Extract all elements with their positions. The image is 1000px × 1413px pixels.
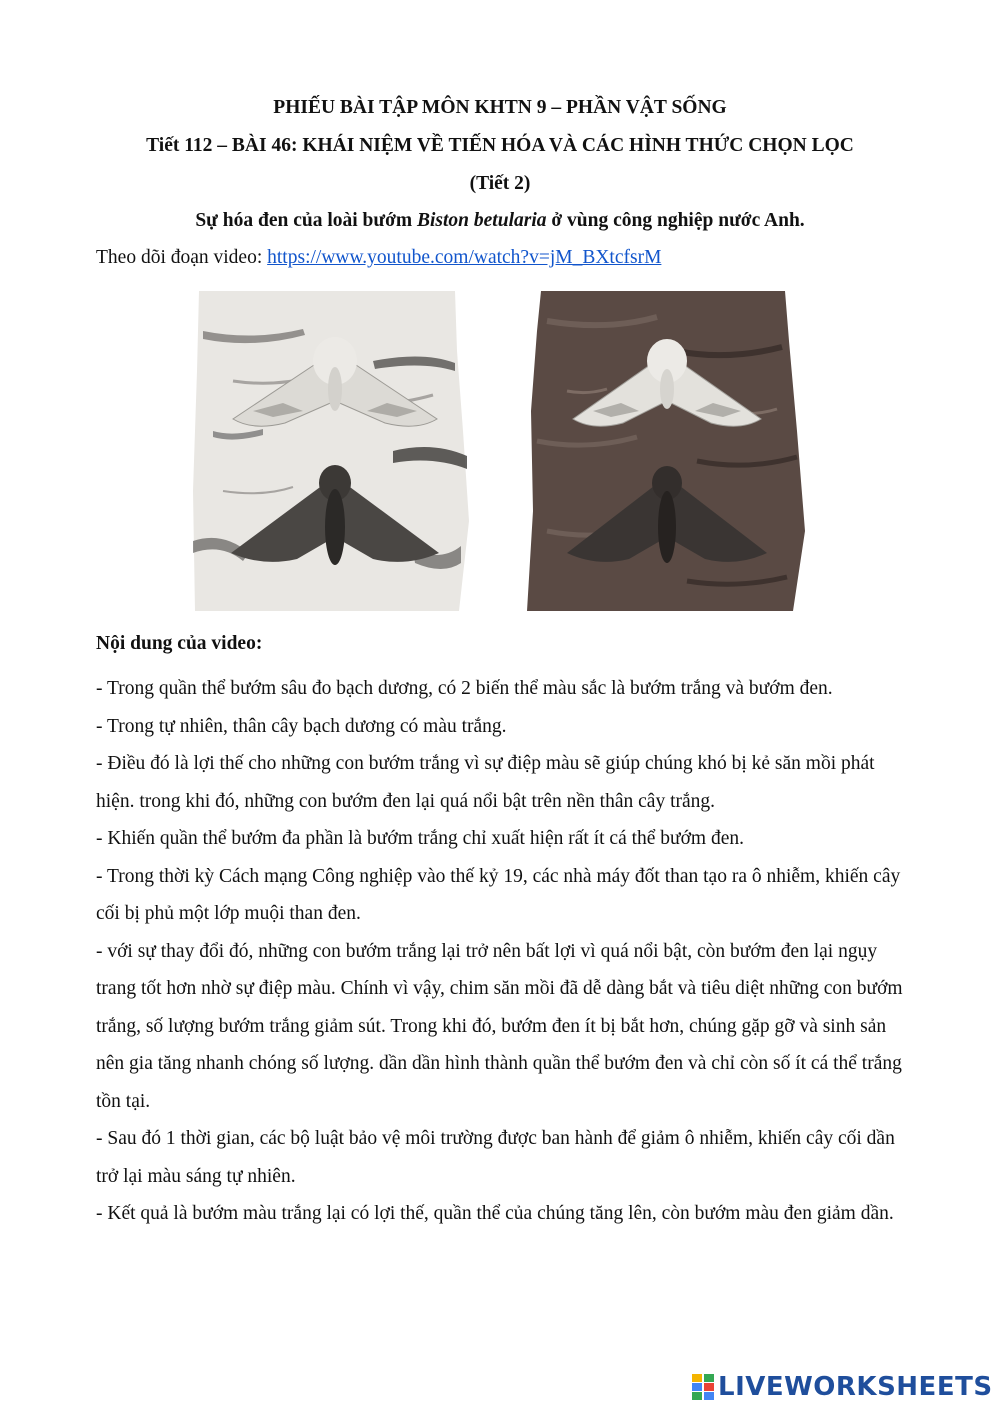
- liveworksheets-brand: [692, 1372, 993, 1402]
- content-paragraph: - Khiến quần thể bướm đa phần là bướm trắng chỉ xuất hiện rất ít cá thể bướm đen.: [96, 828, 745, 849]
- video-link[interactable]: https://www.youtube.com/watch?v=jM_BXtcfsrM: [267, 247, 662, 268]
- content-paragraph: - với sự thay đổi đó, những con bướm trắng lại trở nên bất lợi vì quá nổi bật, còn bướm đen lại ngụy trang tốt hơn nhờ sự điệp màu. Chính vì vậy, chim săn mồi đã dễ dàng bắt và tiêu diệt những con bướm trắng, số lượng bướm trắng giảm sút. Trong khi đó, bướm đen ít bị bắt hơn, chúng gặp gỡ và sinh sản nên gia tăng nhanh chóng số lượng. dần dần hình thành quần thể bướm đen và chỉ còn số ít cá thể trắng tồn tại.: [96, 940, 903, 1112]
- moths-on-dark-bark-image: [527, 291, 807, 611]
- content-paragraph: - Sau đó 1 thời gian, các bộ luật bảo vệ môi trường được ban hành để giảm ô nhiễm, khiến cây cối dần trở lại màu sáng tự nhiên.: [96, 1128, 895, 1187]
- lesson-period: (Tiết 2): [469, 173, 531, 194]
- content-paragraph: - Điều đó là lợi thế cho những con bướm trắng vì sự điệp màu sẽ giúp chúng khó bị kẻ săn mồi phát hiện. trong khi đó, những con bướm đen lại quá nổi bật trên nền thân cây trắng.: [96, 753, 875, 812]
- worksheet-title: PHIẾU BÀI TẬP MÔN KHTN 9 – PHẦN VẬT SỐNG: [273, 97, 727, 118]
- lesson-title: Tiết 112 – BÀI 46: KHÁI NIỆM VỀ TIẾN HÓA VÀ CÁC HÌNH THỨC CHỌN LỌC: [146, 135, 854, 156]
- content-paragraph: - Trong quần thể bướm sâu đo bạch dương, có 2 biến thể màu sắc là bướm trắng và bướm đen.: [96, 678, 833, 699]
- content-paragraph: - Trong tự nhiên, thân cây bạch dương có màu trắng.: [96, 715, 507, 737]
- video-instruction: [96, 247, 661, 269]
- species-name: Biston betularia: [417, 210, 547, 231]
- content-heading: Nội dung của video:: [96, 633, 263, 654]
- figure-caption: [0, 210, 1000, 232]
- content-body: [96, 670, 911, 1233]
- content-paragraph: - Trong thời kỳ Cách mạng Công nghiệp vào thế kỷ 19, các nhà máy đốt than tạo ra ô nhiễm, khiến cây cối bị phủ một lớp muội than đen.: [96, 865, 901, 924]
- liveworksheets-logo-icon: [692, 1374, 714, 1400]
- caption-prefix: Sự hóa đen của loài bướm: [195, 210, 417, 231]
- moths-on-light-bark-image: [193, 291, 475, 611]
- caption-suffix: ở vùng công nghiệp nước Anh.: [546, 210, 805, 231]
- brand-name: LIVEWORKSHEETS: [718, 1372, 993, 1402]
- video-label: Theo dõi đoạn video:: [96, 247, 268, 268]
- content-paragraph: - Kết quả là bướm màu trắng lại có lợi thế, quần thể của chúng tăng lên, còn bướm màu đen giảm dần.: [96, 1203, 894, 1224]
